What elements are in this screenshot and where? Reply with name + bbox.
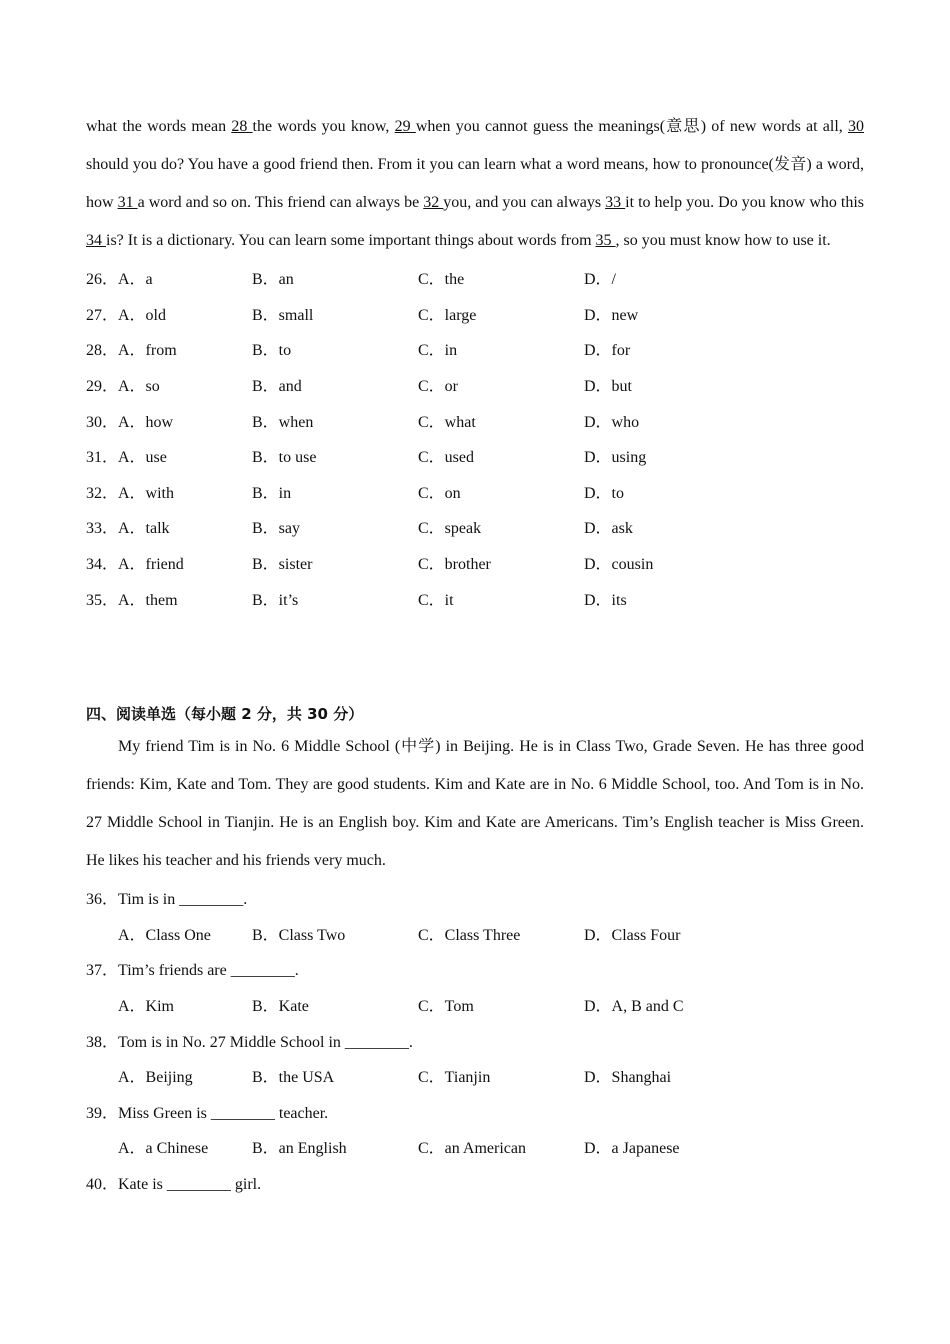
option-a: A．how <box>118 413 174 431</box>
passage-text: My friend Tim is in No. 6 Middle School (中学) in Beijing. He is in Class Two, Grade Seven. He has three good friends: Kim, Kate and Tom. They are good students. Kim and Kate are in No. 6 Middle School, too. And Tom is in No. 27 Middle School in Tianjin. He is an English boy. Kim and Kate are Americans. Tim’s English teacher is Miss Green. He likes his teacher and his friends very much. <box>86 737 864 869</box>
reading-passage <box>86 728 864 880</box>
option-d: D．ask <box>584 520 633 538</box>
passage-text: what the words mean <box>86 118 232 135</box>
option-c: C．Class Three <box>418 926 521 944</box>
option-b: B．when <box>252 413 314 431</box>
option-a: A．a Chinese <box>118 1140 209 1158</box>
question-stem: 37．Tim’s friends are ________. <box>86 962 299 980</box>
reading-questions <box>86 880 864 1200</box>
options-row <box>86 916 864 952</box>
option-a: A．a <box>118 271 153 289</box>
option-b: B．to <box>252 342 292 360</box>
question-number: 30． <box>86 413 119 431</box>
option-d: D．A, B and C <box>584 998 684 1016</box>
blank-33: 33 <box>605 194 626 211</box>
section-heading: 四、阅读单选（每小题 2 分，共 30 分） <box>86 705 364 724</box>
question-stem: 39．Miss Green is ________ teacher. <box>86 1104 329 1122</box>
question-number: 29． <box>86 378 119 396</box>
option-a: A．friend <box>118 556 184 574</box>
exam-page <box>86 108 864 1200</box>
option-a: A．talk <box>118 520 170 538</box>
passage-text: it to help you. Do you know who this <box>625 194 865 211</box>
option-a: A．from <box>118 342 177 360</box>
blank-35: 35 <box>595 232 616 249</box>
cloze-questions <box>86 260 864 616</box>
question-stem: 40．Kate is ________ girl. <box>86 1175 262 1193</box>
option-b: B．an <box>252 271 294 289</box>
question-row <box>86 474 864 510</box>
option-b: B．Kate <box>252 998 309 1016</box>
option-d: D．who <box>584 413 640 431</box>
option-c: C．speak <box>418 520 482 538</box>
passage-text: when you cannot guess the meanings(意思) of new words at all, <box>415 118 849 135</box>
option-a: A．use <box>118 449 167 467</box>
option-d: D．new <box>584 306 639 324</box>
cloze-passage <box>86 108 864 260</box>
option-c: C．or <box>418 378 459 396</box>
option-b: B．to use <box>252 449 317 467</box>
option-d: D．cousin <box>584 556 654 574</box>
passage-text: you, and you can always <box>443 194 606 211</box>
option-a: A．Kim <box>118 998 175 1016</box>
question-number: 27． <box>86 306 119 324</box>
question-number: 34． <box>86 556 119 574</box>
option-c: C．Tianjin <box>418 1069 491 1087</box>
question-number: 31． <box>86 449 119 467</box>
passage-text: is? It is a dictionary. You can learn some important things about words from <box>106 232 596 249</box>
blank-31: 31 <box>117 194 138 211</box>
option-a: A．Class One <box>118 926 211 944</box>
option-a: A．with <box>118 484 175 502</box>
option-d: D．to <box>584 484 625 502</box>
blank-29: 29 <box>394 118 416 135</box>
passage-text: a word and so on. This friend can always be <box>137 194 424 211</box>
option-a: A．old <box>118 306 167 324</box>
option-a: A．them <box>118 591 178 609</box>
question-row <box>86 545 864 581</box>
option-b: B．Class Two <box>252 926 346 944</box>
option-a: A．Beijing <box>118 1069 193 1087</box>
question-number: 26． <box>86 271 119 289</box>
passage-text: should you do? You have a good friend then. From it you can learn what a word means, how to pronounce(发音) a word, how <box>86 156 864 211</box>
option-d: D．a Japanese <box>584 1140 680 1158</box>
question-row <box>86 580 864 616</box>
option-c: C．in <box>418 342 458 360</box>
question-number: 32． <box>86 484 119 502</box>
option-c: C．brother <box>418 556 491 574</box>
option-c: C．on <box>418 484 461 502</box>
question-number: 33． <box>86 520 119 538</box>
option-b: B．in <box>252 484 292 502</box>
option-c: C．Tom <box>418 998 474 1016</box>
option-d: D．but <box>584 378 633 396</box>
option-b: B．and <box>252 378 302 396</box>
option-c: C．it <box>418 591 454 609</box>
blank-28: 28 <box>231 118 253 135</box>
question-row <box>86 402 864 438</box>
question-row <box>86 296 864 332</box>
blank-32: 32 <box>423 194 444 211</box>
passage-text: the words you know, <box>252 118 395 135</box>
option-b: B．say <box>252 520 301 538</box>
question-row <box>86 509 864 545</box>
option-d: D．its <box>584 591 627 609</box>
passage-text: , so you must know how to use it. <box>615 232 831 249</box>
option-d: D．Shanghai <box>584 1069 672 1087</box>
option-b: B．the USA <box>252 1069 335 1087</box>
question-stem: 36．Tim is in ________. <box>86 891 248 909</box>
option-c: C．used <box>418 449 475 467</box>
options-row <box>86 1058 864 1094</box>
question-stem: 38．Tom is in No. 27 Middle School in ________. <box>86 1033 413 1051</box>
option-c: C．the <box>418 271 465 289</box>
question-number: 35． <box>86 591 119 609</box>
option-d: D．/ <box>584 271 617 289</box>
options-row <box>86 1129 864 1165</box>
option-c: C．large <box>418 306 477 324</box>
option-d: D．Class Four <box>584 926 681 944</box>
option-a: A．so <box>118 378 160 396</box>
question-row <box>86 331 864 367</box>
option-b: B．small <box>252 306 314 324</box>
option-b: B．an English <box>252 1140 347 1158</box>
option-d: D．for <box>584 342 631 360</box>
option-b: B．sister <box>252 556 313 574</box>
blank-30: 30 <box>848 118 865 135</box>
question-row <box>86 438 864 474</box>
blank-34: 34 <box>86 232 106 249</box>
option-d: D．using <box>584 449 647 467</box>
option-b: B．it’s <box>252 591 299 609</box>
question-number: 28． <box>86 342 119 360</box>
option-c: C．what <box>418 413 476 431</box>
options-row <box>86 987 864 1023</box>
question-row <box>86 367 864 403</box>
question-row <box>86 260 864 296</box>
option-c: C．an American <box>418 1140 526 1158</box>
